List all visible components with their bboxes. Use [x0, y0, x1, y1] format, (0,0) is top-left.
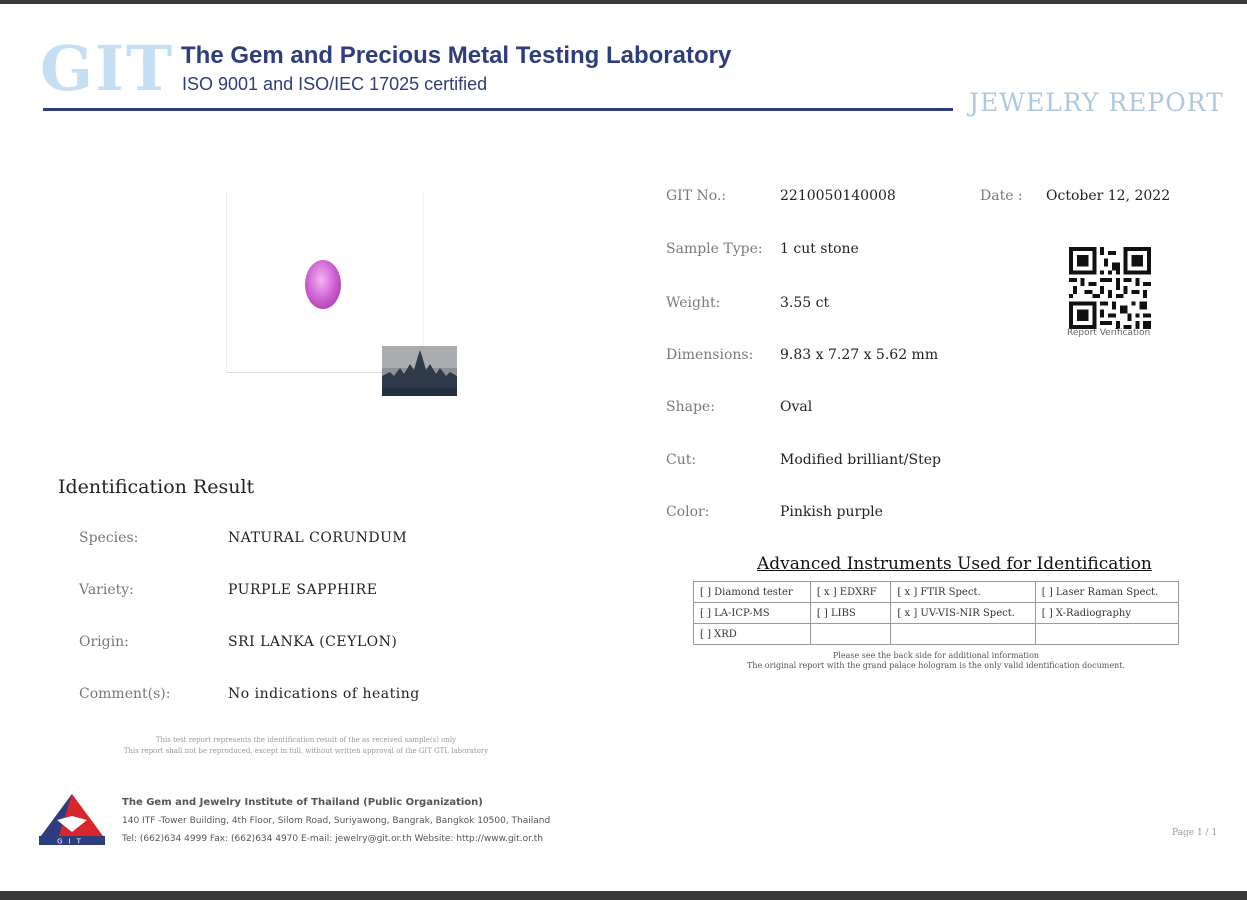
- qr-caption: Report Verification: [1067, 328, 1151, 338]
- table-cell: [810, 624, 891, 645]
- lab-name: The Gem and Precious Metal Testing Laboratory: [181, 42, 732, 69]
- table-cell: [ ] LIBS: [810, 603, 891, 624]
- sample-type-value: 1 cut stone: [780, 241, 859, 257]
- date-label: Date :: [980, 188, 1023, 204]
- table-cell: [ ] XRD: [694, 624, 811, 645]
- gem-image: [305, 260, 341, 309]
- variety-label: Variety:: [79, 582, 134, 598]
- table-cell: [ ] Diamond tester: [694, 582, 811, 603]
- table-cell: [ x ] EDXRF: [810, 582, 891, 603]
- header-rule: [43, 108, 953, 111]
- disclaimer-line-1: This test report represents the identification result of the as received sample(s) only: [155, 736, 457, 744]
- identification-title: Identification Result: [58, 476, 255, 498]
- qr-code[interactable]: [1067, 247, 1153, 329]
- table-row: [694, 582, 1179, 603]
- instruments-note-1: Please see the back side for additional information: [832, 651, 1040, 660]
- species-value: NATURAL CORUNDUM: [228, 530, 408, 546]
- git-triangle-logo: [39, 792, 105, 846]
- git-logo: GIT: [40, 32, 175, 105]
- dimensions-value: 9.83 x 7.27 x 5.62 mm: [780, 347, 939, 363]
- table-row: [694, 603, 1179, 624]
- page-number: Page 1 / 1: [1172, 828, 1218, 838]
- variety-value: PURPLE SAPPHIRE: [228, 582, 378, 598]
- dimensions-label: Dimensions:: [666, 347, 754, 363]
- institute-address: 140 ITF -Tower Building, 4th Floor, Silom Road, Suriyawong, Bangrak, Bangkok 10500, Thailand: [122, 816, 551, 826]
- species-label: Species:: [79, 530, 139, 546]
- weight-label: Weight:: [666, 295, 721, 311]
- sample-type-label: Sample Type:: [666, 241, 763, 257]
- report-title: JEWELRY REPORT: [969, 88, 1224, 117]
- table-cell: [ ] X-Radiography: [1035, 603, 1178, 624]
- footer-logo-text: GIT: [57, 837, 87, 846]
- shape-label: Shape:: [666, 399, 715, 415]
- table-cell: [ x ] UV-VIS-NIR Spect.: [891, 603, 1035, 624]
- table-cell: [ ] Laser Raman Spect.: [1035, 582, 1178, 603]
- table-cell: [ x ] FTIR Spect.: [891, 582, 1035, 603]
- table-cell: [1035, 624, 1178, 645]
- table-row: [694, 624, 1179, 645]
- git-no-label: GIT No.:: [666, 188, 727, 204]
- date-value: October 12, 2022: [1046, 188, 1171, 204]
- instruments-table: [693, 581, 1179, 645]
- disclaimer-line-2: This report shall not be reproduced, except in full, without written approval of the GIT GTL laboratory: [123, 747, 489, 755]
- bottom-border: [0, 891, 1247, 900]
- git-no-value: 2210050140008: [780, 188, 896, 204]
- instruments-note-2: The original report with the grand palace hologram is the only valid identification document.: [747, 661, 1125, 670]
- cut-label: Cut:: [666, 452, 697, 468]
- weight-value: 3.55 ct: [780, 295, 830, 311]
- color-value: Pinkish purple: [780, 504, 883, 520]
- certification-text: ISO 9001 and ISO/IEC 17025 certified: [182, 74, 488, 94]
- cut-value: Modified brilliant/Step: [780, 452, 941, 468]
- origin-value: SRI LANKA (CEYLON): [228, 634, 398, 650]
- institute-contact: Tel: (662)634 4999 Fax: (662)634 4970 E-mail: jewelry@git.or.th Website: http://www.git.or.th: [122, 834, 544, 844]
- table-cell: [ ] LA-ICP-MS: [694, 603, 811, 624]
- shape-value: Oval: [780, 399, 813, 415]
- top-border: [0, 0, 1247, 4]
- origin-label: Origin:: [79, 634, 129, 650]
- instruments-title: Advanced Instruments Used for Identification: [757, 554, 1152, 574]
- institute-name: The Gem and Jewelry Institute of Thailand (Public Organization): [122, 797, 483, 808]
- table-cell: [891, 624, 1035, 645]
- comment-value: No indications of heating: [228, 686, 420, 702]
- hologram-sticker: [382, 346, 457, 396]
- color-label: Color:: [666, 504, 710, 520]
- comment-label: Comment(s):: [79, 686, 171, 702]
